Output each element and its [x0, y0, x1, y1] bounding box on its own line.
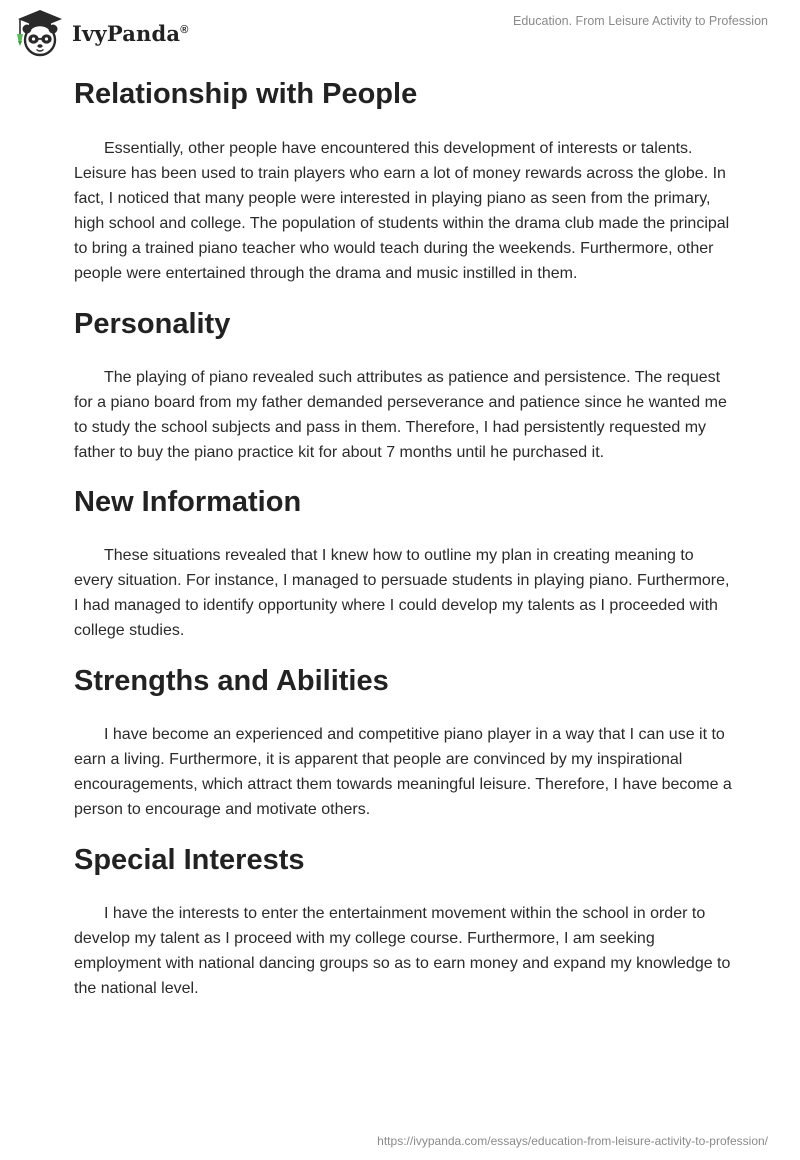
- section-paragraph: I have the interests to enter the entertainment movement within the school in order to develop my talent as I proceed with my college course. Furthermore, I am seeking employment with national dancing groups so as to earn money and expand my knowledge to the national level.: [74, 905, 731, 997]
- section-heading: New Information: [74, 486, 302, 518]
- section-heading: Personality: [74, 308, 231, 340]
- section-strengths-and-abilities: [74, 661, 734, 822]
- section-paragraph: The playing of piano revealed such attributes as patience and persistence. The request for a piano board from my father demanded perseverance and patience since he wanted me to study the school subjects and pass in them. Therefore, I had persistently requested my father to buy the piano practice kit for about 7 months until he purchased it.: [74, 369, 727, 461]
- section-personality: [74, 304, 734, 465]
- registered-mark: ®: [180, 23, 189, 36]
- section-heading: Special Interests: [74, 844, 305, 876]
- source-url-link[interactable]: https://ivypanda.com/essays/education-from-leisure-activity-to-profession/: [377, 1134, 768, 1148]
- section-new-information: [74, 482, 734, 643]
- section-heading: Relationship with People: [74, 78, 418, 110]
- essay-content: [74, 70, 734, 1001]
- section-special-interests: [74, 840, 734, 1001]
- page-header: [0, 0, 800, 66]
- logo-wordmark: IvyPanda®: [72, 20, 189, 46]
- section-relationship-with-people: [74, 74, 734, 286]
- ivypanda-logo[interactable]: [14, 8, 189, 58]
- section-paragraph: I have become an experienced and competitive piano player in a way that I can use it to earn a living. Furthermore, it is apparent that people are convinced by my inspirational encouragements, which attract them towards meaningful leisure. Therefore, I have become a person to encourage and motivate others.: [74, 726, 732, 818]
- section-paragraph: Essentially, other people have encountered this development of interests or talents. Leisure has been used to train players who earn a lot of money rewards across the globe. In fact, I noticed that many people were interested in playing piano as seen from the primary, high school and college. The population of students within the drama club made the principal to bring a trained piano teacher who would teach during the weekends. Furthermore, other people were entertained through the drama and music instilled in them.: [74, 140, 730, 282]
- document-title: Education. From Leisure Activity to Profession: [513, 14, 768, 28]
- section-heading: Strengths and Abilities: [74, 665, 389, 697]
- panda-graduate-icon: [14, 8, 66, 58]
- section-paragraph: These situations revealed that I knew how to outline my plan in creating meaning to every situation. For instance, I managed to persuade students in playing piano. Furthermore, I had managed to identify opportunity where I could develop my talents as I proceeded with college studies.: [74, 547, 730, 639]
